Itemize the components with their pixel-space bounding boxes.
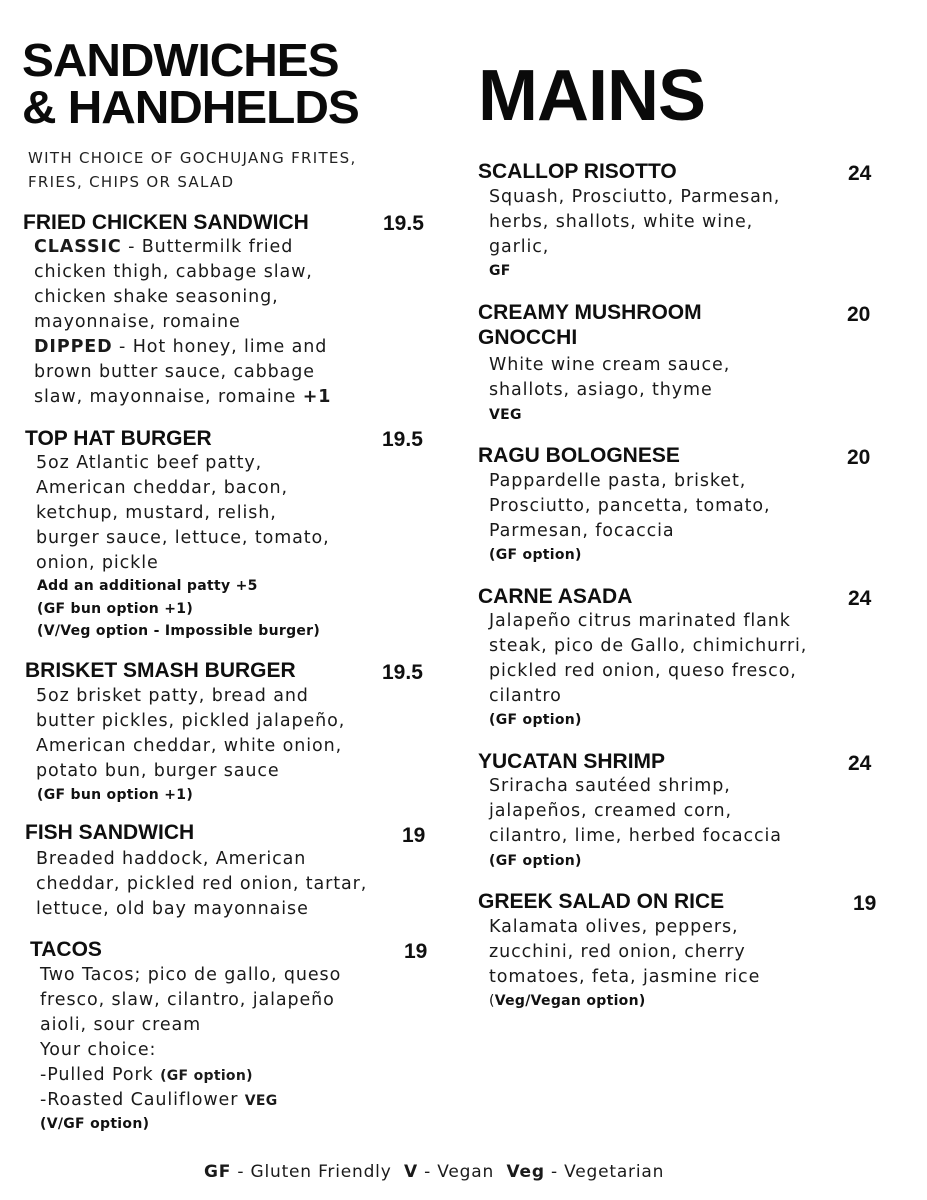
menu-item-description (34, 235, 331, 410)
dietary-tag: (GF option) (489, 853, 582, 869)
menu-item-description (489, 915, 760, 990)
desc-line: aioli, sour cream (40, 1015, 202, 1035)
menu-item-name (478, 300, 702, 350)
desc-line: cheddar, pickled red onion, tartar, (36, 874, 368, 894)
dipped-label: DIPPED (34, 337, 113, 357)
menu-item-price: 24 (848, 587, 872, 610)
dietary-tag: GF (489, 263, 511, 279)
desc-line: zucchini, red onion, cherry (489, 942, 746, 962)
desc-line: burger sauce, lettuce, tomato, (36, 528, 330, 548)
legend-key: GF (204, 1162, 232, 1182)
paren: ( (489, 993, 495, 1009)
menu-item-description (36, 451, 330, 576)
desc-line: onion, pickle (36, 553, 159, 573)
desc-line: jalapeños, creamed corn, (489, 801, 732, 821)
menu-item-description (489, 774, 782, 849)
menu-item-price: 19.5 (382, 661, 423, 684)
dietary-tag: VEG (489, 407, 522, 423)
menu-item-name: RAGU BOLOGNESE (478, 444, 680, 467)
desc-line: -Pulled Pork (40, 1065, 154, 1085)
section-title-sandwiches (22, 34, 359, 133)
desc-line: pickled red onion, queso fresco, (489, 661, 797, 681)
menu-item-price: 19 (404, 940, 428, 963)
dietary-tag: (GF option) (489, 547, 582, 563)
menu-item-name: CARNE ASADA (478, 585, 633, 608)
desc-line: Squash, Prosciutto, Parmesan, (489, 187, 781, 207)
subtitle-line-2: FRIES, CHIPS OR SALAD (28, 173, 235, 191)
menu-item-description (489, 353, 730, 403)
desc-line: Sriracha sautéed shrimp, (489, 776, 731, 796)
desc-line: steak, pico de Gallo, chimichurri, (489, 636, 808, 656)
menu-item-description (489, 609, 807, 709)
legend-key: V (403, 1162, 418, 1182)
menu-item-notes (37, 575, 320, 643)
upcharge: +1 (302, 387, 332, 407)
desc-line: Parmesan, focaccia (489, 521, 675, 541)
menu-item-price: 19 (402, 824, 426, 847)
desc-line: cilantro, lime, herbed focaccia (489, 826, 782, 846)
menu-item-notes (37, 784, 193, 807)
desc-line: ketchup, mustard, relish, (36, 503, 277, 523)
desc-line: cilantro (489, 686, 562, 706)
menu-item-price: 19.5 (382, 428, 423, 451)
legend-key: Veg (506, 1162, 545, 1182)
menu-item-name: SCALLOP RISOTTO (478, 160, 677, 183)
desc-line: White wine cream sauce, (489, 355, 731, 375)
dietary-legend (204, 1162, 664, 1182)
dietary-tag: (GF option) (489, 712, 582, 728)
desc-line: potato bun, burger sauce (36, 761, 280, 781)
menu-item-price: 20 (847, 303, 871, 326)
desc-line: herbs, shallots, white wine, (489, 212, 754, 232)
dietary-tag: VEG (244, 1093, 278, 1109)
menu-item-name: YUCATAN SHRIMP (478, 750, 666, 773)
title-line-2: & HANDHELDS (22, 81, 359, 133)
desc-line: 5oz Atlantic beef patty, (36, 453, 263, 473)
separator: - (112, 337, 133, 357)
menu-item-description (36, 847, 367, 922)
desc-line: Hot honey, lime and (132, 337, 328, 357)
menu-item-description (489, 185, 780, 260)
legend-text: - Vegetarian (544, 1162, 665, 1182)
menu-item-name: TOP HAT BURGER (25, 427, 212, 450)
menu-item-name: GREEK SALAD ON RICE (478, 890, 725, 913)
desc-line: Jalapeño citrus marinated flank (489, 611, 791, 631)
desc-line: -Roasted Cauliflower (40, 1090, 239, 1110)
desc-line: chicken shake seasoning, (34, 287, 279, 307)
menu-item-price: 24 (848, 162, 872, 185)
tag-text: Veg/Vegan option) (494, 993, 646, 1009)
name-line: CREAMY MUSHROOM (478, 301, 702, 324)
note-line: (GF bun option +1) (37, 600, 194, 617)
desc-line: Pappardelle pasta, brisket, (489, 471, 747, 491)
note-line: (GF bun option +1) (37, 787, 194, 803)
menu-item-description (40, 963, 341, 1113)
desc-line: tomatoes, feta, jasmine rice (489, 967, 761, 987)
desc-line: 5oz brisket patty, bread and (36, 686, 309, 706)
menu-item-price: 20 (847, 446, 871, 469)
note-line: (V/Veg option - Impossible burger) (37, 623, 321, 639)
menu-item-price: 24 (848, 752, 872, 775)
menu-item-price: 19 (853, 892, 877, 915)
separator: - (121, 237, 142, 257)
menu-item-name: TACOS (30, 938, 102, 961)
desc-line: Breaded haddock, American (36, 849, 307, 869)
legend-text: - Vegan (417, 1162, 495, 1182)
menu-item-name: FISH SANDWICH (25, 821, 195, 844)
menu-item-description (489, 469, 770, 544)
dietary-tag (489, 990, 646, 1013)
desc-line: butter pickles, pickled jalapeño, (36, 711, 346, 731)
desc-line: lettuce, old bay mayonnaise (36, 899, 309, 919)
menu-item-price: 19.5 (383, 212, 424, 235)
desc-line: Buttermilk fried (141, 237, 294, 257)
section-title-mains: MAINS (478, 56, 705, 136)
desc-line: fresco, slaw, cilantro, jalapeño (40, 990, 335, 1010)
dietary-tag: (GF option) (160, 1068, 253, 1084)
desc-line: Two Tacos; pico de gallo, queso (40, 965, 342, 985)
legend-text: - Gluten Friendly (231, 1162, 392, 1182)
desc-line: Your choice: (40, 1040, 157, 1060)
desc-line: Prosciutto, pancetta, tomato, (489, 496, 771, 516)
desc-line: chicken thigh, cabbage slaw, (34, 262, 313, 282)
menu-item-name: BRISKET SMASH BURGER (25, 659, 296, 682)
menu-item-description (36, 684, 345, 784)
name-line: GNOCCHI (478, 326, 578, 349)
title-line-1: SANDWICHES (22, 34, 339, 86)
desc-line: shallots, asiago, thyme (489, 380, 713, 400)
sandwiches-subtitle (28, 146, 357, 194)
desc-line: Kalamata olives, peppers, (489, 917, 739, 937)
desc-line: slaw, mayonnaise, romaine (34, 387, 297, 407)
note-line: Add an additional patty +5 (37, 578, 258, 594)
desc-line: brown butter sauce, cabbage (34, 362, 315, 382)
menu-item-notes (40, 1113, 149, 1136)
note-line: (V/GF option) (40, 1116, 150, 1132)
classic-label: CLASSIC (34, 237, 122, 257)
menu-item-name: FRIED CHICKEN SANDWICH (23, 211, 309, 234)
desc-line: garlic, (489, 237, 550, 257)
subtitle-line-1: WITH CHOICE OF GOCHUJANG FRITES, (28, 149, 357, 167)
desc-line: mayonnaise, romaine (34, 312, 241, 332)
desc-line: American cheddar, bacon, (36, 478, 288, 498)
desc-line: American cheddar, white onion, (36, 736, 343, 756)
